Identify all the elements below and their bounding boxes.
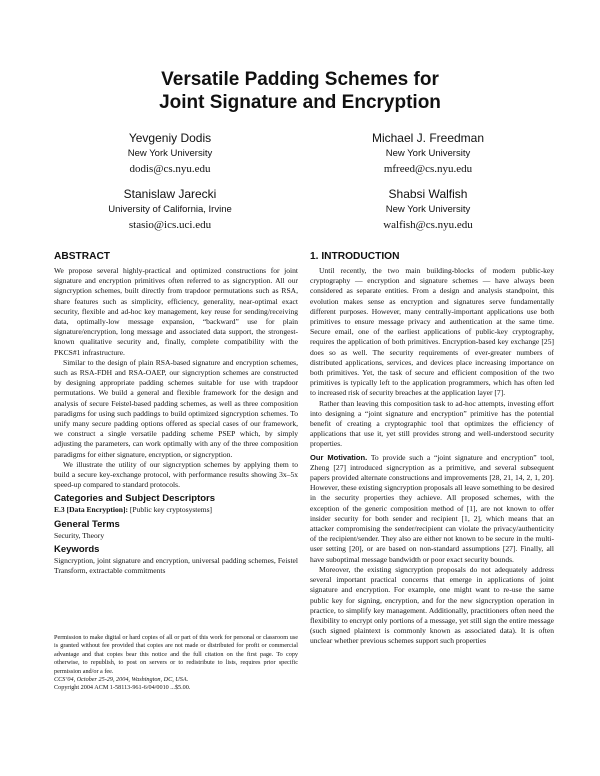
author-block xyxy=(60,130,280,177)
author-email: walfish@cs.nyu.edu xyxy=(383,219,473,231)
author-email: dodis@cs.nyu.edu xyxy=(129,163,211,175)
title-line-1: Versatile Padding Schemes for xyxy=(161,69,439,90)
author-name: Yevgeniy Dodis xyxy=(128,131,212,145)
categories-code: E.3 [Data Encryption]: xyxy=(54,505,128,515)
abstract-paragraph: We illustrate the utility of our signcryption schemes by applying them to build a secure key-exchange protocol, with performance results showing 3x–5x speed-up compared to standard protocols. xyxy=(54,459,298,490)
general-terms-text: Security, Theory xyxy=(54,530,105,540)
categories-description: [Public key cryptosystems] xyxy=(129,505,213,515)
author-affiliation: New York University xyxy=(385,204,471,215)
author-block xyxy=(318,130,538,177)
keywords-heading: Keywords xyxy=(54,543,100,555)
author-name: Michael J. Freedman xyxy=(371,131,485,145)
permission-text: Permission to make digital or hard copies of all or part of this work for personal or classroom use is granted without fee provided that copies are not made or distributed for profit or commercial advantage and that copies bear this notice and the full citation on the first page. To copy otherwise, to republish, to post on servers or to redistribute to lists, requires prior specific permission and/or a fee. xyxy=(54,634,298,675)
venue-text: CCS’04, October 25-29, 2004, Washington, DC, USA. xyxy=(54,676,189,684)
general-terms-heading: General Terms xyxy=(54,518,120,530)
author-name: Stanislaw Jarecki xyxy=(123,187,217,201)
paper-title xyxy=(0,68,600,114)
intro-paragraph: Moreover, the existing signcryption proposals do not adequately address several important practical concerns that emerge in applications of joint signature and encryption. For example, one might want to re-use the same public key for signing, encryption, and for the new signcryption operation in practice, to simplify key management. Additionally, practitioners often need the flexibility to encrypt only portions of a message, yet still sign the entire message (such signed plaintext is commonly known as associated data). It is often unclear whether previous schemes support such properties xyxy=(310,564,554,646)
author-block xyxy=(318,186,538,233)
author-affiliation: University of California, Irvine xyxy=(108,204,232,215)
author-block xyxy=(60,186,280,233)
intro-paragraph: Rather than leaving this composition task to ad-hoc attempts, investing effort into designing a “joint signature and encryption” primitive has the potential benefit of creating a cryptographic tool that optimizes the efficiency of applications that use it, yet still provides strong and well-understood security properties. xyxy=(310,398,554,449)
categories-text xyxy=(54,505,298,515)
author-email: mfreed@cs.nyu.edu xyxy=(383,163,473,175)
title-line-2: Joint Signature and Encryption xyxy=(159,92,441,113)
copyright-text: Copyright 2004 ACM 1-58113-961-6/04/0010 ...$5.00. xyxy=(54,684,191,692)
abstract-paragraph: We propose several highly-practical and optimized constructions for joint signature and encryption primitives often referred to as signcryption. All our signcryption schemes, built directly from trapdoor permutations such as RSA, share features such as simplicity, efficiency, generality, near-optimal exact security, flexible and ad-hoc key management, key reuse for sending/receiving data, optimally-low message expansion, “backward” use for plain signature/encryption, long message and associated data support, the strongest-known qualitative security and, finally, complete compatibility with the PKCS#1 infrastructure. xyxy=(54,266,298,357)
categories-heading: Categories and Subject Descriptors xyxy=(54,493,216,505)
left-column xyxy=(54,250,298,576)
intro-paragraph: Until recently, the two main building-blocks of modern public-key cryptography — encryption and signature schemes — have always been considered as separate entities. From a design and analysis standpoint, this evolution makes sense as encryption and signatures serve fundamentally different purposes. However, many centrally-important applications use both primitives to ensure message privacy and authentication at the same time. Secure email, one of the earliest applications of public-key cryptography, requires the application of both primitives. Encryption-based key exchange [25] does so as well. The security requirements of ever-greater numbers of distributed applications, services, and devices place increasing importance on both primitives. Yet, the task of secure and efficient composition of the two primitives is typically left to the application programmers, which has often led to increased risk of security breaches at the application layer [7]. xyxy=(310,266,554,398)
author-affiliation: New York University xyxy=(385,148,471,159)
permission-notice xyxy=(54,634,298,693)
author-email: stasio@ics.uci.edu xyxy=(128,219,212,231)
abstract-heading: ABSTRACT xyxy=(54,251,111,262)
introduction-heading: 1. INTRODUCTION xyxy=(310,251,400,262)
keywords-text: Signcryption, joint signature and encryption, universal padding schemes, Feistel Transform, extractable commitments xyxy=(54,555,298,576)
author-affiliation: New York University xyxy=(127,148,213,159)
motivation-text: To provide such a “joint signature and encryption” tool, Zheng [27] introduced signcryption as a primitive, and several subsequent papers provided alternate constructions and improvements [28, 21, 14, 2, 1, 20]. However, these existing signcryption proposals all leave something to be desired in the security properties they achieve. All proposed schemes, with the exception of the generic composition method of [1], are not known to offer insider security for both sender and recipient [1, 2], which means that an attacker compromising the sender/recipient can violate the privacy/authenticity of the recipient/sender. They also are either not known to be secure in the multi-user setting [20], or are based on non-standard assumptions [27]. Finally, all have suboptimal message bandwidth or poor exact security bounds. xyxy=(310,452,554,564)
motivation-paragraph xyxy=(310,453,554,565)
right-column xyxy=(310,250,554,647)
abstract-paragraph: Similar to the design of plain RSA-based signature and encryption schemes, such as RSA-FDH and RSA-OAEP, our signcryption schemes are constructed by designing appropriate padding schemes suitable for use with trapdoor permutations. We build a general and flexible framework for the design and analysis of secure Feistel-based padding schemes, as well as three composition paradigms for using such paddings to build optimized signcryption schemes. To unify many secure padding options offered as special cases of our framework, we construct a single versatile padding scheme PSEP which, by simply adjusting the parameters, can work optimally with any of the three composition paradigms for either signature, encryption, or signcryption. xyxy=(54,357,298,459)
motivation-label: Our Motivation. xyxy=(310,452,368,462)
author-name: Shabsi Walfish xyxy=(388,187,468,201)
